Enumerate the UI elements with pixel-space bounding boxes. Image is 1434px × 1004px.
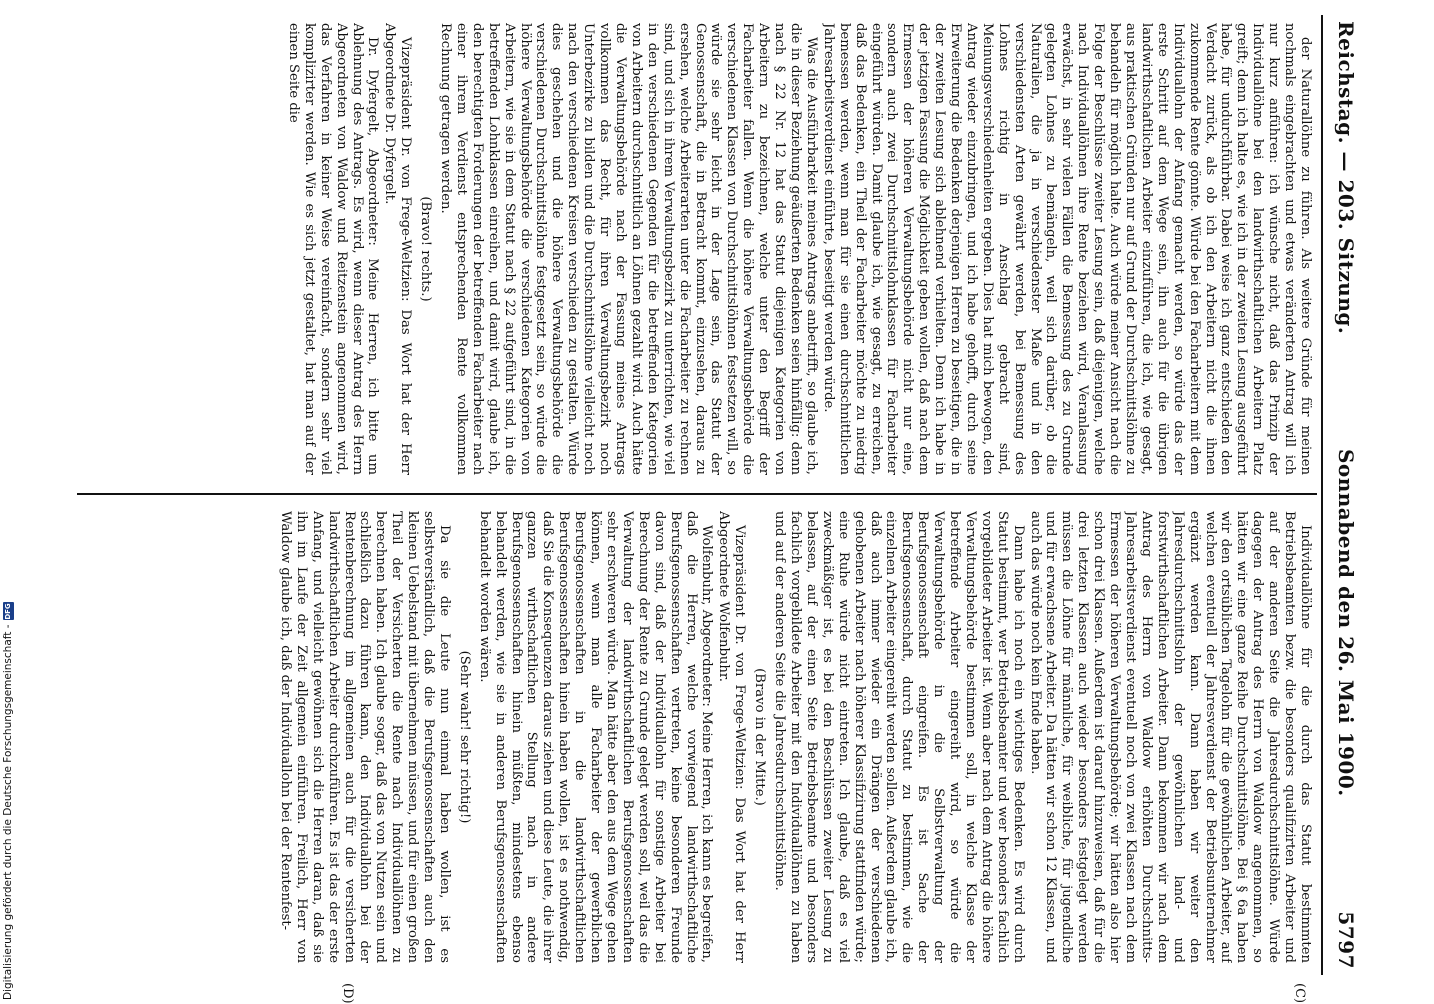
credit-text: Digitalisierung gefördert durch die Deutsche Forschungsgemeinschaft -	[2, 624, 14, 1000]
margin-marker-a	[1292, 0, 1307, 1]
speaker-announcement: Vizepräsident Dr. von Frege-Weltzien: Das Wort hat der Herr Abgeordnete Wolfenbuhr.	[716, 511, 748, 963]
header-rule	[1321, 15, 1323, 975]
applause-note: (Bravo! rechts.)	[418, 196, 434, 302]
column-divider	[77, 493, 1317, 495]
paragraph: Dann habe ich noch ein wichtiges Bedenken. Es wird durch Statut bestimmt, wer Betriebsbeamter und wer besonders fachlich vorgebildeter Arbeiter ist. Wenn aber nach dem Antrag die höhere Verwaltungsbehörde bestimmen soll, in welche Klasse der betreffende Arbeiter eingereiht wird, so würde die Verwaltungsbehörde in die Selbstverwaltung der Berufsgenossenschaft eingreifen. Es ist Sache der Berufsgenossenschaft, durch Statut zu bestimmen, wie die einzelnen Arbeiter eingereiht werden sollen. Außerdem glaube ich, daß auch immer wieder ein Drängen der verschiedenen gehobenen Arbeiter nach höherer Klassifizirung stattfinden würde; eine Ruhe würde nicht eintreten. Ich glaube, daß es viel zweckmäßiger ist, es bei den Beschlüssen zweiter Lesung zu belassen, auf der einen Seite Betriebsbeamte und besonders fachlich vorgebildete Arbeiter mit den Individuallöhnen zu haben und auf der anderen Seite die Jahresdurchschnittslöhne.	[772, 511, 1026, 963]
right-column	[83, 511, 1313, 963]
applause-note: (Sehr wahr! sehr richtig!)	[456, 650, 472, 824]
page-number: 5797	[1334, 911, 1358, 969]
applause-note: (Bravo in der Mitte.)	[752, 668, 768, 806]
paragraph: Individuallöhne für die durch das Statut bestimmten Betriebsbeamten bezw. die besonders qualifizirten Arbeiter und auf der anderen Seite die Jahresdurchschnittslöhne. Würde dagegen der Antrag des Herrn von Waldow angenommen, so hätten wir eine ganze Reihe Durchschnittslöhne. Bei § 6a haben wir den ortsüblichen Tagelohn für die gewöhnlichen Arbeiter, auf welchen eventuell der Jahresverdienst der Betriebsunternehmer ergänzt werden kann. Dann haben wir weiter den Jahresdurchschnittslohn der gewöhnlichen land- und forstwirthschaftlichen Arbeiter. Dann bekommen wir nach dem Antrag des Herrn von Waldow erhöhten Durchschnitts-Jahresarbeitsverdienst eventuell noch von zwei Klassen nach dem Ermessen der höheren Verwaltungsbehörde; wir hätten also hier schon drei Klassen. Außerdem ist darauf hinzuweisen, daß für die drei letzten Klassen auch wieder besonders festgelegt werden müssen die Löhne für männliche, für weibliche, für jugendliche und für erwachsene Arbeiter. Da hätten wir schon 12 Klassen, und auch das würde noch kein Ende haben.	[1027, 511, 1313, 963]
rotated-newspaper-page	[70, 15, 1365, 1004]
margin-marker-b	[340, 0, 355, 1]
paragraph: Wolfenbuhr, Abgeordneter: Meine Herren, ich kann es begreifen, daß die Herren, welche vorwiegend landwirthschaftliche Berufsgenossenschaften vertreten, keine besonderen Freunde davon sind, daß der Individuallohn für sonstige Arbeiter bei Berechnung der Rente zu Grunde gelegt werden soll, weil das die Verwaltung der landwirthschaftlichen Berufsgenossenschaften sehr erschweren würde. Man hätte aber den aus dem Wege gehen können, wenn man alle Facharbeiter der gewerblichen Berufsgenossenschaften in die landwirthschaftlichen Berufsgenossenschaften hinein haben wollen, ist es nothwendig, daß Sie die Konsequenzen daraus ziehen und diese Leute, die ihrer ganzen wirthschaftlichen Stellung nach in andere Berufsgenossenschaften hinein müßten, mindestens ebenso behandelt werden, wie sie in anderen Berufsgenossenschaften behandelt worden wären.	[476, 511, 715, 963]
header-title: Reichstag. — 203. Sitzung.	[1334, 21, 1358, 335]
margin-marker-c: (C)	[1292, 983, 1307, 1004]
paragraph: Was die Ausführbarkeit meines Antrags anbetrifft, so glaube ich, die in dieser Beziehung geäußerten Bedenken seien hinfällig: denn nach § 22 Nr. 12 hat das Statut diejenigen Kategorien von Arbeitern zu bezeichnen, welche unter den Begriff der Facharbeiter fallen. Wenn die höhere Verwaltungsbehörde die verschiedenen Klassen von Durchschnittslöhnen festsetzen will, so würde sie sehr leicht in der Lage sein, das Statut der Genossenschaft, die in Betracht kommt, einzusehen, daraus zu ersehen, welche Arbeiterarten unter die Facharbeiter zu rechnen sind, und sich in ihrem Verwaltungsbezirk zu unterrichten, wie viel in den verschiedenen Gegenden für die betreffenden Kategorien von Arbeitern durchschnittlich an Löhnen gezahlt wird. Auch hätte die Verwaltungsbehörde nach der Fassung meines Antrags vollkommen das Recht, für ihren Verwaltungsbezirk noch Unterbezirke zu bilden und die Durchschnittslöhne vielleicht noch nach den verschiedenen Kreisen verschieden zu gestalten. Würde dies geschehen und die höhere Verwaltungsbehörde die verschiedenen Durchschnittslöhne festgesetzt sein, so würde die höhere Verwaltungsbehörde die verschiedenen Kategorien von Arbeitern, wie sie in dem Statut nach § 22 aufgeführt sind, in die betreffenden Lohnklassen einreihen, und damit wird, glaube ich, den berechtigten Forderungen der betreffenden Facharbeiter nach einer ihrem Verdienst entsprechenden Rente vollkommen Rechnung getragen werden.	[438, 23, 819, 475]
left-column	[83, 23, 1313, 475]
paragraph: der Naturallöhne zu führen. Als weitere Gründe für meinen nochmals eingebrachten und etwas veränderten Antrag will ich nur kurz anführen: ich wünsche nicht, daß das Prinzip der Individuallöhne bei den landwirthschaftlichen Arbeitern Platz greift; denn ich halte es, wie ich in der zweiten Lesung ausgeführt habe, für undurchführbar. Dabei weise ich ganz entschieden den Verdacht zurück, als ob ich den Arbeitern nicht die ihnen zukommende Rente gönnte. Würde bei den Facharbeitern mit dem Individuallohn der Anfang gemacht werden, so würde das der erste Schritt auf dem Wege sein, ihn auch für die übrigen landwirthschaftlichen Arbeiter einzuführen, die ich, wie gesagt, aus praktischen Gründen nur auf Grund der Durchschnittslöhne zu behandeln für möglich halte. Auch würde meiner Ansicht nach die Folge der Beschlüsse zweiter Lesung sein, daß diejenigen, welche nach Individuallöhnen ihre Rente beziehen wird, Veranlassung erwächst, in sehr vielen Fällen die Bemessung des zu Grunde gelegten Lohnes zu bemängeln, weil sich darüber, ob die Naturalien, die ja in verschiedenster Maße und in den verschiedensten Arten gewährt werden, bei Bemessung des Lohnes richtig in Anschlag gebracht sind, Meinungsverschiedenheiten ergeben. Dies hat mich bewogen, den Antrag wieder einzubringen, und ich habe gehofft, durch seine Erweiterung die Bedenken derjenigen Herren zu beseitigen, die in der zweiten Lesung sich ablehnend verhielten. Denn ich habe in der jetzigen Fassung die Möglichkeit geben wollen, daß nach dem Ermessen der höheren Verwaltungsbehörde nicht nur eine, sondern auch zwei Durchschnittslohnklassen für Facharbeiter eingeführt würden. Damit glaube ich, wie gesagt, zu erreichen, daß das Bedenken, ein Theil der Facharbeiter möchte zu niedrig bemessen werden, wenn man für sie einen durchschnittlichen Jahresarbeitsverdienst einführte, beseitigt werden würde.	[820, 23, 1313, 475]
paragraph: Da sie die Leute nun einmal haben wollen, ist es selbstverständlich, daß die Berufsgenossenschaften auch den kleinen Uebelstand mit übernehmen müssen, und für einen großen Theil der Versicherten die Rente nach Individuallöhnen zu berechnen haben. Ich glaube sogar, daß das von Nutzen sein und schließlich dazu führen kann, den Individuallohn bei der Rentenberechnung im allgemeinen auch für die versicherten landwirthschaftlichen Arbeiter durchzuführen. Es ist das der erste Anfang, und vielleicht gewöhnen sich die Herren daran, daß sie ihn im Laufe der Zeit allgemein einführen. Freilich, Herr von Waldow glaube ich, daß der Individuallohn bei der Rentenfest-	[277, 511, 452, 963]
page-header	[1327, 15, 1365, 975]
dfg-logo-icon: DFG	[3, 603, 12, 620]
margin-marker-d: (D)	[340, 983, 355, 1004]
digitization-credit	[2, 602, 14, 1000]
header-date: Sonnabend den 26. Mai 1900.	[1334, 448, 1358, 797]
speaker-announcement: Vizepräsident Dr. von Frege-Weltzien: Das Wort hat der Herr Abgeordnete Dr. Dyfergelt.	[382, 23, 414, 475]
paragraph: Dr. Dyfergelt, Abgeordneter: Meine Herren, ich bitte um Ablehnung des Antrags. Es wird, wenn dieser Antrag des Herrn Abgeordneten von Waldow und Reitzenstein angenommen wird, das Verfahren in keiner Weise vereinfacht, sondern sehr viel komplizirter werden. Wie es sich jetzt gestaltet, hat man auf der einen Seite die	[285, 23, 381, 475]
